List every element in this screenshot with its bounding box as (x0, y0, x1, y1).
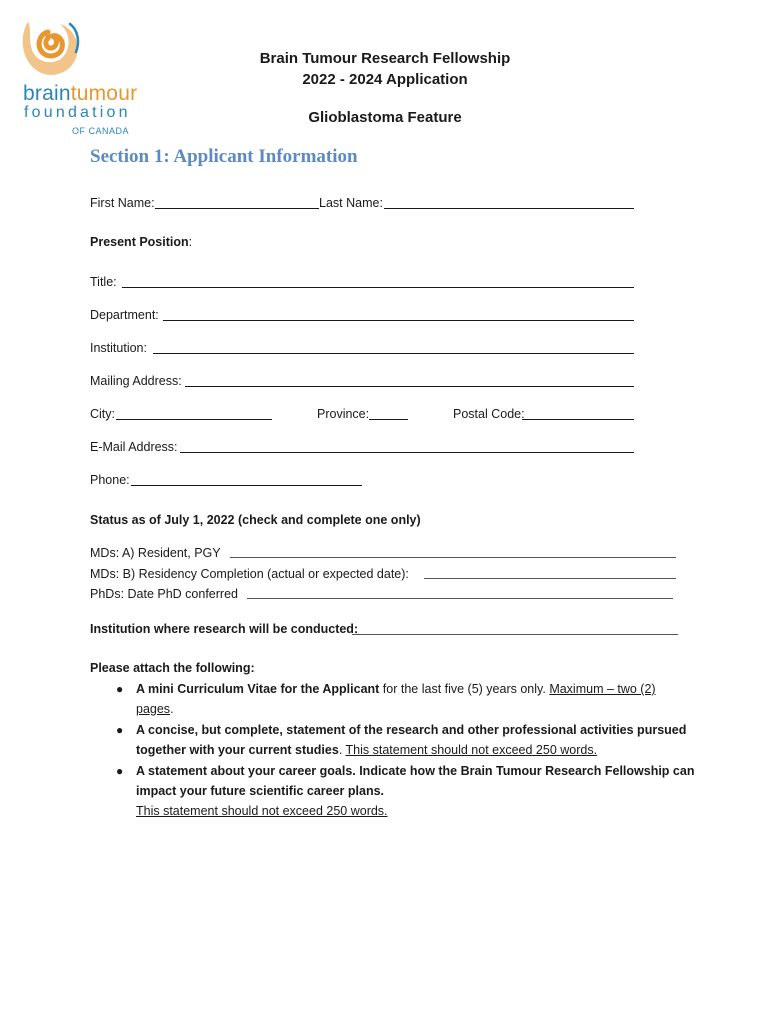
bullet-icon: ● (116, 764, 124, 778)
status-option-phd[interactable] (90, 586, 238, 602)
province-label: Province: (317, 407, 370, 421)
phone-field[interactable] (131, 485, 362, 486)
research-statement-bold: together with your current studies (136, 743, 339, 757)
present-position-colon: : (188, 235, 193, 249)
postal-code-label: Postal Code: (453, 407, 525, 421)
research-statement-line-1: A concise, but complete, statement of the research and other professional activities pursued (136, 723, 687, 737)
career-goals-line-2: impact your future scientific career plans. (136, 784, 384, 798)
logo-word-foundation: foundation (24, 104, 131, 121)
research-statement-line-2 (136, 742, 597, 758)
document-feature: Glioblastoma Feature (308, 109, 462, 126)
status-option-completion[interactable] (90, 566, 409, 582)
present-position-label: Present Position (90, 235, 189, 249)
cv-limit-text: Maximum – two (2) (549, 682, 656, 696)
research-institution-field[interactable] (352, 634, 678, 635)
cv-bold-text: A mini Curriculum Vitae for the Applicant (136, 682, 380, 696)
institution-field[interactable] (153, 353, 634, 354)
first-name-field[interactable] (155, 208, 319, 209)
status-option-label: MDs: B) Residency Completion (actual or expected date): (90, 567, 409, 581)
phone-label: Phone: (90, 473, 130, 487)
mailing-address-field[interactable] (185, 386, 634, 387)
attachment-item-cv (136, 681, 656, 697)
mailing-address-label: Mailing Address: (90, 374, 182, 388)
attachments-heading: Please attach the following: (90, 661, 255, 675)
email-field[interactable] (180, 452, 634, 453)
bullet-icon: ● (116, 723, 124, 737)
section-title: Section 1: Applicant Information (90, 146, 358, 167)
province-field[interactable] (369, 419, 408, 420)
document-years: 2022 - 2024 Application (302, 71, 468, 88)
research-institution-label: Institution where research will be conducted: (90, 622, 359, 636)
status-heading: Status as of July 1, 2022 (check and complete one only) (90, 513, 421, 527)
first-name-label: First Name: (90, 196, 155, 210)
attachment-item-cv-cont (136, 701, 174, 717)
career-goals-line-1: A statement about your career goals. Indicate how the Brain Tumour Research Fellowship can (136, 764, 695, 778)
completion-date-field[interactable] (424, 578, 676, 579)
city-field[interactable] (116, 419, 272, 420)
phd-date-field[interactable] (247, 598, 673, 599)
document-title: Brain Tumour Research Fellowship (259, 50, 511, 67)
title-field[interactable] (122, 287, 634, 288)
pgy-field[interactable] (230, 557, 676, 558)
postal-code-field[interactable] (522, 419, 634, 420)
research-statement-limit: This statement should not exceed 250 words. (345, 743, 598, 757)
cv-normal-text: for the last five (5) years only. (379, 682, 546, 696)
last-name-field[interactable] (384, 208, 634, 209)
status-option-resident[interactable] (90, 545, 221, 561)
city-label: City: (90, 407, 115, 421)
department-label: Department: (90, 308, 159, 322)
cv-limit-pages: pages (136, 702, 171, 716)
logo-word-brain: brain (23, 82, 71, 105)
research-statement-period: . (338, 743, 343, 757)
status-option-label: MDs: A) Resident, PGY (90, 546, 221, 560)
cv-end: . (170, 702, 174, 716)
career-goals-limit: This statement should not exceed 250 words. (136, 804, 388, 818)
present-position-heading (90, 234, 192, 250)
logo-word-tumour: tumour (70, 82, 138, 105)
department-field[interactable] (163, 320, 634, 321)
logo-word-canada: OF CANADA (72, 126, 130, 136)
bullet-icon: ● (116, 682, 124, 696)
title-label: Title: (90, 275, 117, 289)
institution-label: Institution: (90, 341, 147, 355)
status-option-label: PhDs: Date PhD conferred (90, 587, 238, 601)
last-name-label: Last Name: (319, 196, 383, 210)
email-label: E-Mail Address: (90, 440, 178, 454)
